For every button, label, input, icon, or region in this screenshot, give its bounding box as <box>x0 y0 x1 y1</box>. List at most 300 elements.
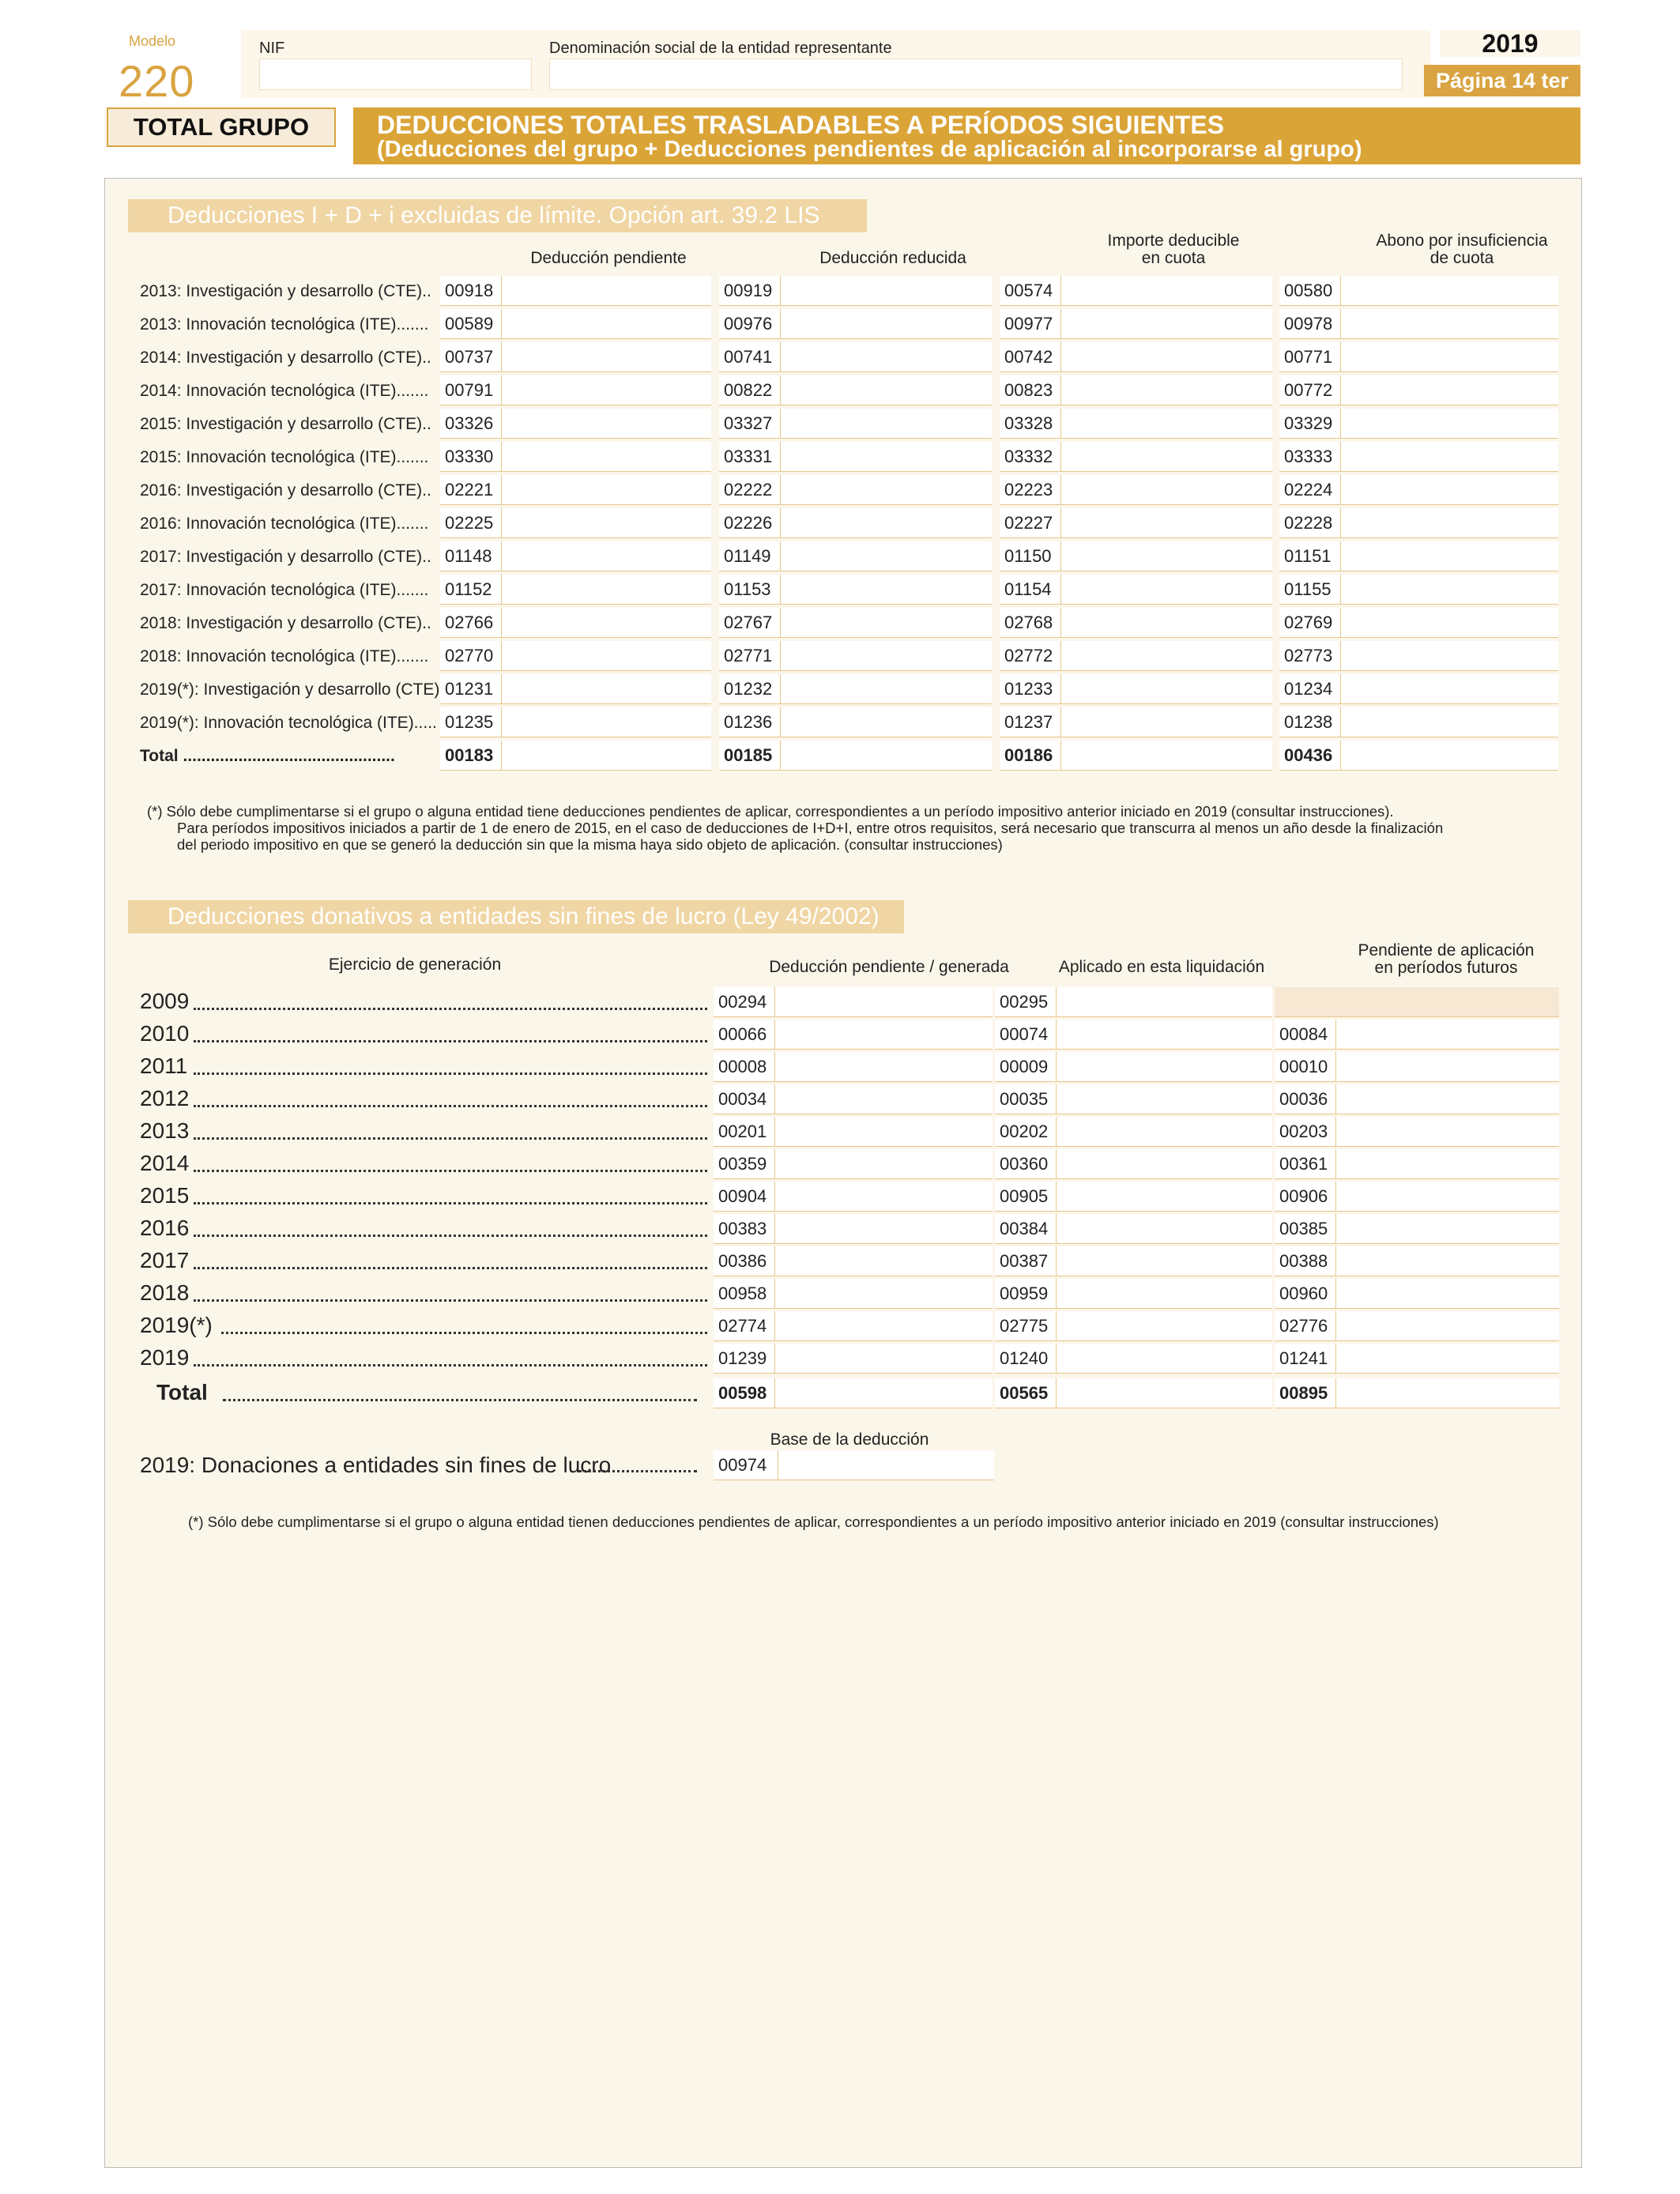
s1-field-cell[interactable] <box>719 674 992 704</box>
field-value[interactable] <box>1341 276 1558 305</box>
s1-field-cell[interactable] <box>1000 375 1272 405</box>
leader-dots <box>194 1267 707 1269</box>
s1-field-cell[interactable] <box>440 575 711 605</box>
field-code: 00905 <box>995 1182 1057 1211</box>
field-code: 01148 <box>440 541 502 571</box>
field-value[interactable] <box>502 342 711 371</box>
section2-title: Deducciones donativos a entidades sin fines de lucro (Ley 49/2002) <box>128 900 904 933</box>
field-value[interactable] <box>1341 475 1558 504</box>
leader-dots <box>194 1202 707 1204</box>
s1-field-cell[interactable] <box>719 309 992 339</box>
s2-field-cell[interactable] <box>1275 1344 1559 1374</box>
field-value[interactable] <box>781 575 992 604</box>
s2-field-cell[interactable] <box>714 1311 993 1341</box>
field-value[interactable] <box>1057 987 1272 1016</box>
field-value[interactable] <box>1336 1214 1559 1243</box>
s1-field-cell[interactable] <box>1279 309 1558 339</box>
field-value[interactable] <box>1057 1149 1272 1178</box>
s1-field-cell[interactable] <box>440 342 711 372</box>
s2-year-label: 2016 <box>140 1216 190 1240</box>
field-value[interactable] <box>502 741 711 770</box>
field-value[interactable] <box>1341 608 1558 637</box>
field-value[interactable] <box>1057 1344 1272 1373</box>
s2-col-ejercicio: Ejercicio de generación <box>328 956 502 974</box>
s2-field-cell[interactable] <box>714 1279 993 1309</box>
field-value[interactable] <box>1341 309 1558 338</box>
field-value[interactable] <box>781 541 992 571</box>
field-value[interactable] <box>1341 741 1558 770</box>
field-code: 00976 <box>719 309 781 338</box>
field-code: 03328 <box>1000 409 1061 438</box>
field-value[interactable] <box>1341 575 1558 604</box>
field-value[interactable] <box>1061 674 1272 703</box>
s1-field-cell[interactable] <box>1000 541 1272 571</box>
s1-field-cell[interactable] <box>719 575 992 605</box>
s1-col-abono <box>1343 232 1580 267</box>
field-value[interactable] <box>775 1117 993 1146</box>
field-value[interactable] <box>1061 276 1272 305</box>
field-code: 01238 <box>1279 707 1341 737</box>
field-code: 00823 <box>1000 375 1061 405</box>
s2-field-cell[interactable] <box>995 1084 1272 1114</box>
field-value[interactable] <box>775 1020 993 1049</box>
s1-field-cell[interactable] <box>719 541 992 571</box>
s2-year-label: 2015 <box>140 1183 190 1208</box>
field-value[interactable] <box>502 375 711 405</box>
s1-row-label: 2016: Innovación tecnológica (ITE)....... <box>140 515 429 533</box>
s2-field-cell[interactable] <box>714 1344 993 1374</box>
field-code: 02223 <box>1000 475 1061 504</box>
field-code: 00074 <box>995 1020 1057 1049</box>
field-value[interactable] <box>781 409 992 438</box>
field-code: 01240 <box>995 1344 1057 1373</box>
s1-field-cell[interactable] <box>440 508 711 538</box>
s2-col-aplicado: Aplicado en esta liquidación <box>1058 958 1265 976</box>
nif-field[interactable] <box>259 58 532 90</box>
field-code: 02225 <box>440 508 502 537</box>
s1-row-label: 2015: Innovación tecnológica (ITE)....... <box>140 448 429 466</box>
s1-field-cell[interactable] <box>1279 674 1558 704</box>
field-value[interactable] <box>1057 1182 1272 1211</box>
s2-field-cell[interactable] <box>1275 1117 1559 1147</box>
field-code: 00385 <box>1275 1214 1336 1243</box>
s2-field-cell[interactable] <box>995 1279 1272 1309</box>
field-value[interactable] <box>1057 1052 1272 1081</box>
s1-field-cell[interactable] <box>440 442 711 472</box>
field-value[interactable] <box>781 508 992 537</box>
field-code: 02772 <box>1000 641 1061 670</box>
s1-field-cell[interactable] <box>440 541 711 571</box>
field-value[interactable] <box>1336 1279 1559 1308</box>
s1-field-cell[interactable] <box>719 707 992 737</box>
field-code: 00009 <box>995 1052 1057 1081</box>
field-value[interactable] <box>1341 342 1558 371</box>
field-code: 00203 <box>1275 1117 1336 1146</box>
field-value[interactable] <box>781 674 992 703</box>
s1-row-label: 2015: Investigación y desarrollo (CTE).. <box>140 415 431 433</box>
field-value[interactable] <box>1341 674 1558 703</box>
field-value[interactable] <box>775 987 993 1016</box>
s2-field-cell[interactable] <box>714 1214 993 1244</box>
leader-dots <box>194 1235 707 1237</box>
s2-total-label: Total <box>156 1380 208 1404</box>
field-code: 00186 <box>1000 741 1061 770</box>
s1-field-cell[interactable] <box>1279 442 1558 472</box>
field-value[interactable] <box>1336 1344 1559 1373</box>
field-value[interactable] <box>502 409 711 438</box>
field-code: 00598 <box>714 1378 775 1408</box>
field-value[interactable] <box>1057 1311 1272 1340</box>
field-value[interactable] <box>1336 1149 1559 1178</box>
field-value[interactable] <box>1057 1020 1272 1049</box>
s1-col-importe-deducible-l1: Importe deducible <box>1107 232 1240 250</box>
field-value[interactable] <box>1061 641 1272 670</box>
field-code: 00918 <box>440 276 502 305</box>
field-code: 00958 <box>714 1279 775 1308</box>
field-code: 00185 <box>719 741 781 770</box>
s1-field-cell[interactable] <box>440 309 711 339</box>
s1-row-label: 2014: Innovación tecnológica (ITE)....... <box>140 382 429 400</box>
field-value[interactable] <box>775 1344 993 1373</box>
field-code: 00295 <box>995 987 1057 1016</box>
s1-total-cell[interactable] <box>1000 741 1272 771</box>
field-value[interactable] <box>1341 541 1558 571</box>
s1-field-cell[interactable] <box>440 674 711 704</box>
field-code: 01150 <box>1000 541 1061 571</box>
field-value[interactable] <box>775 1246 993 1276</box>
field-code: 01233 <box>1000 674 1061 703</box>
field-value[interactable] <box>1061 541 1272 571</box>
field-value[interactable] <box>1336 1311 1559 1340</box>
s1-field-cell[interactable] <box>719 475 992 505</box>
field-value[interactable] <box>502 608 711 637</box>
s1-field-cell[interactable] <box>719 409 992 439</box>
field-code: 00008 <box>714 1052 775 1081</box>
field-code: 02775 <box>995 1311 1057 1340</box>
field-value[interactable] <box>1336 1117 1559 1146</box>
field-value[interactable] <box>1061 608 1272 637</box>
field-value[interactable] <box>1336 1246 1559 1276</box>
field-code: 03327 <box>719 409 781 438</box>
s1-field-cell[interactable] <box>719 342 992 372</box>
field-value[interactable] <box>781 741 992 770</box>
s2-field-cell[interactable] <box>995 1117 1272 1147</box>
s1-total-cell[interactable] <box>1279 741 1558 771</box>
s2-field-cell[interactable] <box>714 1246 993 1276</box>
field-value[interactable] <box>1336 1182 1559 1211</box>
s1-field-cell[interactable] <box>1279 641 1558 671</box>
s1-total-cell[interactable] <box>440 741 711 771</box>
s1-row-label: 2016: Investigación y desarrollo (CTE).. <box>140 481 431 499</box>
donaciones-dots <box>578 1470 697 1472</box>
field-code: 03332 <box>1000 442 1061 471</box>
s1-field-cell[interactable] <box>1279 575 1558 605</box>
field-code: 01236 <box>719 707 781 737</box>
field-value[interactable] <box>1061 575 1272 604</box>
field-value[interactable] <box>1341 641 1558 670</box>
field-value[interactable] <box>775 1311 993 1340</box>
s2-col-pendiente-futuros-l1: Pendiente de aplicación <box>1358 941 1535 959</box>
field-value[interactable] <box>775 1182 993 1211</box>
field-value[interactable] <box>1057 1279 1272 1308</box>
s2-field-cell[interactable] <box>995 1311 1272 1341</box>
s1-field-cell[interactable] <box>1279 707 1558 737</box>
s1-field-cell[interactable] <box>440 641 711 671</box>
field-value[interactable] <box>1061 475 1272 504</box>
s2-field-cell[interactable] <box>1275 1214 1559 1244</box>
field-code: 00741 <box>719 342 781 371</box>
field-value[interactable] <box>1057 1246 1272 1276</box>
field-code: 01151 <box>1279 541 1341 571</box>
field-value[interactable] <box>502 442 711 471</box>
s2-field-cell[interactable] <box>714 1182 993 1212</box>
field-value[interactable] <box>781 309 992 338</box>
s1-field-cell[interactable] <box>440 707 711 737</box>
s1-col-abono-l1: Abono por insuficiencia <box>1376 232 1548 250</box>
field-value[interactable] <box>1061 375 1272 405</box>
leader-dots <box>194 1364 707 1367</box>
field-value[interactable] <box>502 575 711 604</box>
field-value[interactable] <box>502 475 711 504</box>
s1-field-cell[interactable] <box>1279 342 1558 372</box>
field-code: 00202 <box>995 1117 1057 1146</box>
s2-total-cell[interactable] <box>995 1378 1272 1408</box>
field-value[interactable] <box>1341 508 1558 537</box>
denominacion-label: Denominación social de la entidad representante <box>549 40 892 57</box>
s1-field-cell[interactable] <box>1000 575 1272 605</box>
s1-field-cell[interactable] <box>1000 674 1272 704</box>
s2-empty-cell <box>1275 987 1559 1017</box>
field-code: 02221 <box>440 475 502 504</box>
field-value[interactable] <box>781 375 992 405</box>
s2-field-cell[interactable] <box>995 987 1272 1017</box>
field-code: 00361 <box>1275 1149 1336 1178</box>
field-code: 02224 <box>1279 475 1341 504</box>
field-value[interactable] <box>1061 741 1272 770</box>
field-value[interactable] <box>502 508 711 537</box>
s2-field-cell[interactable] <box>1275 1279 1559 1309</box>
s2-year-label: 2009 <box>140 989 190 1013</box>
s1-field-cell[interactable] <box>1000 442 1272 472</box>
s1-field-cell[interactable] <box>719 608 992 638</box>
field-code: 00742 <box>1000 342 1061 371</box>
field-code: 00359 <box>714 1149 775 1178</box>
field-value[interactable] <box>781 276 992 305</box>
field-code: 02227 <box>1000 508 1061 537</box>
s2-field-cell[interactable] <box>995 1214 1272 1244</box>
nif-label: NIF <box>259 40 285 57</box>
field-value[interactable] <box>502 707 711 737</box>
field-code: 01237 <box>1000 707 1061 737</box>
s2-field-cell[interactable] <box>995 1052 1272 1082</box>
field-value[interactable] <box>775 1149 993 1178</box>
field-value[interactable] <box>1061 409 1272 438</box>
s1-field-cell[interactable] <box>1279 475 1558 505</box>
s1-field-cell[interactable] <box>1000 508 1272 538</box>
s2-year-label: 2017 <box>140 1248 190 1272</box>
leader-dots <box>194 1008 707 1010</box>
s1-field-cell[interactable] <box>719 375 992 405</box>
s1-field-cell[interactable] <box>1000 309 1272 339</box>
modelo-label: Modelo <box>129 33 176 49</box>
field-code: 02766 <box>440 608 502 637</box>
s2-field-cell[interactable] <box>995 1149 1272 1179</box>
s1-col-deduccion-reducida: Deducción reducida <box>819 249 966 267</box>
field-code: 00977 <box>1000 309 1061 338</box>
s1-field-cell[interactable] <box>1000 641 1272 671</box>
s2-total-cell[interactable] <box>714 1378 993 1408</box>
s1-field-cell[interactable] <box>1000 276 1272 306</box>
field-value[interactable] <box>1341 707 1558 737</box>
field-code: 01235 <box>440 707 502 737</box>
s1-field-cell[interactable] <box>440 375 711 405</box>
field-code: 00822 <box>719 375 781 405</box>
s1-field-cell[interactable] <box>1000 409 1272 439</box>
s2-total-cell[interactable] <box>1275 1378 1559 1408</box>
s1-field-cell[interactable] <box>1279 409 1558 439</box>
s2-field-cell[interactable] <box>995 1182 1272 1212</box>
s1-field-cell[interactable] <box>719 442 992 472</box>
s2-year-label: 2018 <box>140 1280 190 1305</box>
leader-dots <box>221 1332 707 1334</box>
field-value[interactable] <box>1341 375 1558 405</box>
s2-field-cell[interactable] <box>995 1344 1272 1374</box>
s2-field-cell[interactable] <box>714 987 993 1017</box>
s1-field-cell[interactable] <box>719 508 992 538</box>
field-code: 00791 <box>440 375 502 405</box>
field-code: 00436 <box>1279 741 1341 770</box>
s2-field-cell[interactable] <box>1275 1052 1559 1082</box>
field-code: 00904 <box>714 1182 775 1211</box>
field-value[interactable] <box>781 442 992 471</box>
s1-field-cell[interactable] <box>1279 375 1558 405</box>
s2-col-pendiente-futuros-l2: en períodos futuros <box>1374 959 1518 977</box>
s1-field-cell[interactable] <box>440 409 711 439</box>
field-value[interactable] <box>1057 1378 1272 1408</box>
field-value[interactable] <box>1057 1214 1272 1243</box>
field-value[interactable] <box>1061 508 1272 537</box>
field-code: 01241 <box>1275 1344 1336 1373</box>
s1-field-cell[interactable] <box>719 276 992 306</box>
field-code: 03333 <box>1279 442 1341 471</box>
s1-field-cell[interactable] <box>1279 508 1558 538</box>
field-value[interactable] <box>781 608 992 637</box>
s1-row-label: 2019(*): Innovación tecnológica (ITE)..... <box>140 714 437 732</box>
modelo-number: 220 <box>119 56 195 106</box>
field-value[interactable] <box>502 541 711 571</box>
field-value[interactable] <box>775 1052 993 1081</box>
field-code: 00388 <box>1275 1246 1336 1276</box>
s1-field-cell[interactable] <box>1279 541 1558 571</box>
s1-total-cell[interactable] <box>719 741 992 771</box>
field-code: 01149 <box>719 541 781 571</box>
field-value[interactable] <box>1061 309 1272 338</box>
field-code: 00580 <box>1279 276 1341 305</box>
s2-field-cell[interactable] <box>1275 1084 1559 1114</box>
field-value[interactable] <box>1336 1052 1559 1081</box>
s1-field-cell[interactable] <box>1000 608 1272 638</box>
field-code: 01155 <box>1279 575 1341 604</box>
donaciones-cell[interactable] <box>714 1450 994 1480</box>
field-value[interactable] <box>1057 1084 1272 1114</box>
denominacion-field[interactable] <box>549 58 1403 90</box>
field-value[interactable] <box>1336 1020 1559 1049</box>
year-badge: 2019 <box>1440 30 1580 57</box>
field-value[interactable] <box>1061 707 1272 737</box>
page-badge: Página 14 ter <box>1424 65 1580 96</box>
s1-note <box>147 803 1554 853</box>
field-value[interactable] <box>1061 442 1272 471</box>
s2-field-cell[interactable] <box>995 1020 1272 1050</box>
s1-field-cell[interactable] <box>1279 608 1558 638</box>
s2-year-label: 2011 <box>140 1054 188 1078</box>
s2-field-cell[interactable] <box>1275 1149 1559 1179</box>
field-code: 01234 <box>1279 674 1341 703</box>
field-value[interactable] <box>781 475 992 504</box>
field-code: 03329 <box>1279 409 1341 438</box>
s1-row-label: 2013: Investigación y desarrollo (CTE).. <box>140 282 431 300</box>
s2-field-cell[interactable] <box>714 1084 993 1114</box>
field-value[interactable] <box>1336 1378 1559 1408</box>
s2-field-cell[interactable] <box>1275 1246 1559 1276</box>
page-title: DEDUCCIONES TOTALES TRASLADABLES A PERÍODOS SIGUIENTES <box>377 111 1225 139</box>
s1-field-cell[interactable] <box>1000 342 1272 372</box>
field-code: 03331 <box>719 442 781 471</box>
field-value[interactable] <box>781 342 992 371</box>
s2-year-label: 2019(*) <box>140 1313 213 1337</box>
field-value[interactable] <box>1061 342 1272 371</box>
field-code: 00565 <box>995 1378 1057 1408</box>
field-value[interactable] <box>775 1279 993 1308</box>
field-value[interactable] <box>781 707 992 737</box>
s1-field-cell[interactable] <box>719 641 992 671</box>
field-value[interactable] <box>1341 442 1558 471</box>
s1-field-cell[interactable] <box>440 276 711 306</box>
s2-field-cell[interactable] <box>714 1117 993 1147</box>
field-value[interactable] <box>775 1214 993 1243</box>
s2-field-cell[interactable] <box>714 1149 993 1179</box>
field-code: 00737 <box>440 342 502 371</box>
s1-field-cell[interactable] <box>1000 475 1272 505</box>
field-value[interactable] <box>502 641 711 670</box>
field-value[interactable] <box>778 1450 994 1480</box>
s2-field-cell[interactable] <box>1275 1020 1559 1050</box>
field-value[interactable] <box>775 1084 993 1114</box>
s1-col-abono-l2: de cuota <box>1430 249 1494 267</box>
s1-field-cell[interactable] <box>440 475 711 505</box>
field-value[interactable] <box>781 641 992 670</box>
field-value[interactable] <box>775 1378 993 1408</box>
s2-col-deduccion-pendiente: Deducción pendiente / generada <box>769 958 1009 976</box>
field-value[interactable] <box>502 276 711 305</box>
s2-field-cell[interactable] <box>714 1020 993 1050</box>
field-value[interactable] <box>502 674 711 703</box>
field-value[interactable] <box>1057 1117 1272 1146</box>
s2-field-cell[interactable] <box>1275 1182 1559 1212</box>
s2-field-cell[interactable] <box>714 1052 993 1082</box>
s1-field-cell[interactable] <box>1279 276 1558 306</box>
field-value[interactable] <box>502 309 711 338</box>
s1-field-cell[interactable] <box>1000 707 1272 737</box>
field-code: 00387 <box>995 1246 1057 1276</box>
field-code: 02226 <box>719 508 781 537</box>
s2-field-cell[interactable] <box>1275 1311 1559 1341</box>
field-value[interactable] <box>1341 409 1558 438</box>
s2-col-pendiente-futuros <box>1320 942 1573 977</box>
field-value[interactable] <box>1336 1084 1559 1114</box>
s2-field-cell[interactable] <box>995 1246 1272 1276</box>
s1-field-cell[interactable] <box>440 608 711 638</box>
